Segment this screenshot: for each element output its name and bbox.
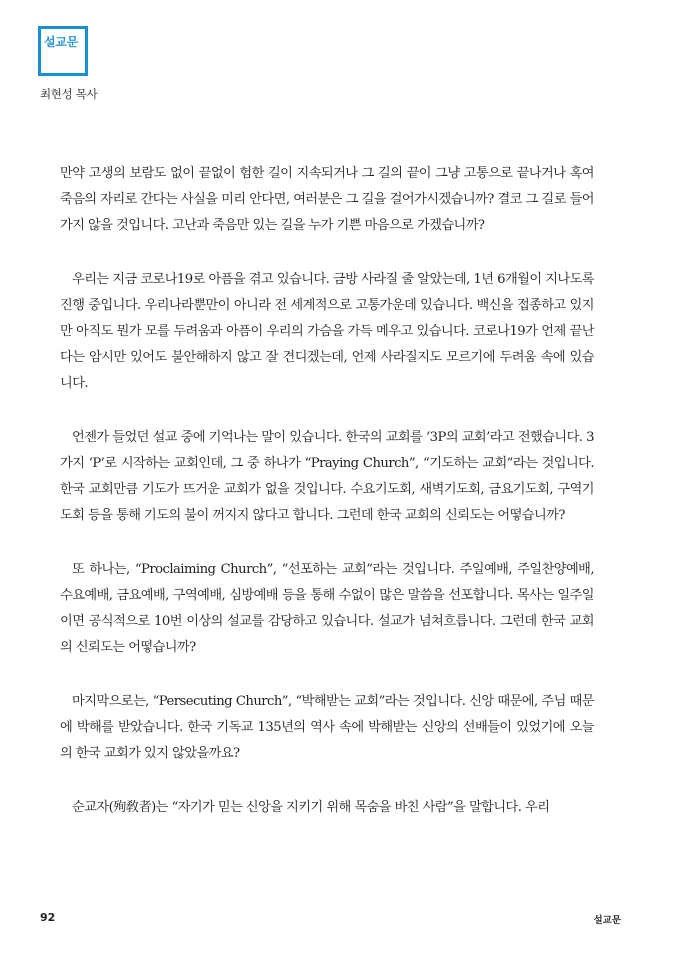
section-label: 설교문 [44, 35, 78, 49]
paragraph: 우리는 지금 코로나19로 아픔을 겪고 있습니다. 금방 사라질 줄 알았는데, 1년 6개월이 지나도록 진행 중입니다. 우리나라뿐만이 아니라 전 세계적으로 고통가운데 있습니다. 백신을 접종하고 있지만 아직도 뭔가 모를 두려움과 아픔이 우리의 가슴을 가득 메우고 있습니다. 코로나19가 언제 끝난다는 암시만 있어도 불안해하지 않고 잘 견디겠는데, 언제 사라질지도 모르기에 두려움 속에 있습니다. [60, 272, 594, 391]
author-name: 최현성 목사 [40, 87, 98, 101]
paragraph: 언젠가 들었던 설교 중에 기억나는 말이 있습니다. 한국의 교회를 ‘3P의 교회’라고 전했습니다. 3가지 ‘P’로 시작하는 교회인데, 그 중 하나가 “Praying Church”, “기도하는 교회”라는 것입니다. 한국 교회만큼 기도가 뜨거운 교회가 없을 것입니다. 수요기도회, 새벽기도회, 금요기도회, 구역기도회 등을 통해 기도의 불이 꺼지지 않다고 합니다. 그런데 한국 교회의 신뢰도는 어떻습니까? [60, 430, 594, 523]
paragraph: 순교자(殉敎者)는 “자기가 믿는 신앙을 지키기 위해 목숨을 바친 사람”을 말합니다. 우리 [72, 800, 550, 815]
running-footer: 설교문 [593, 915, 621, 926]
page-number: 92 [40, 911, 56, 924]
paragraph: 마지막으로는, “Persecuting Church”, “박해받는 교회”라는 것입니다. 신앙 때문에, 주님 때문에 박해를 받았습니다. 한국 기독교 135년의 역사 속에 박해받는 신앙의 선배들이 있었기에 오늘의 한국 교회가 있지 않았을까요? [60, 694, 594, 761]
paragraph: 또 하나는, “Proclaiming Church”, “선포하는 교회”라는 것입니다. 주일예배, 주일찬양예배, 수요예배, 금요예배, 구역예배, 심방예배 등을 통해 수없이 많은 말씀을 선포합니다. 목사는 일주일이면 공식적으로 10번 이상의 설교를 감당하고 있습니다. 설교가 넘쳐흐릅니다. 그런데 한국 교회의 신뢰도는 어떻습니까? [60, 562, 594, 655]
paragraph: 만약 고생의 보람도 없이 끝없이 험한 길이 지속되거나 그 길의 끝이 그냥 고통으로 끝나거나 혹여 죽음의 자리로 간다는 사실을 미리 안다면, 여러분은 그 길을 걸어가시겠습니까? 결코 그 길로 들어가지 않을 것입니다. 고난과 죽음만 있는 길을 누가 기쁜 마음으로 가겠습니까? [60, 166, 594, 233]
body-text [60, 161, 594, 849]
